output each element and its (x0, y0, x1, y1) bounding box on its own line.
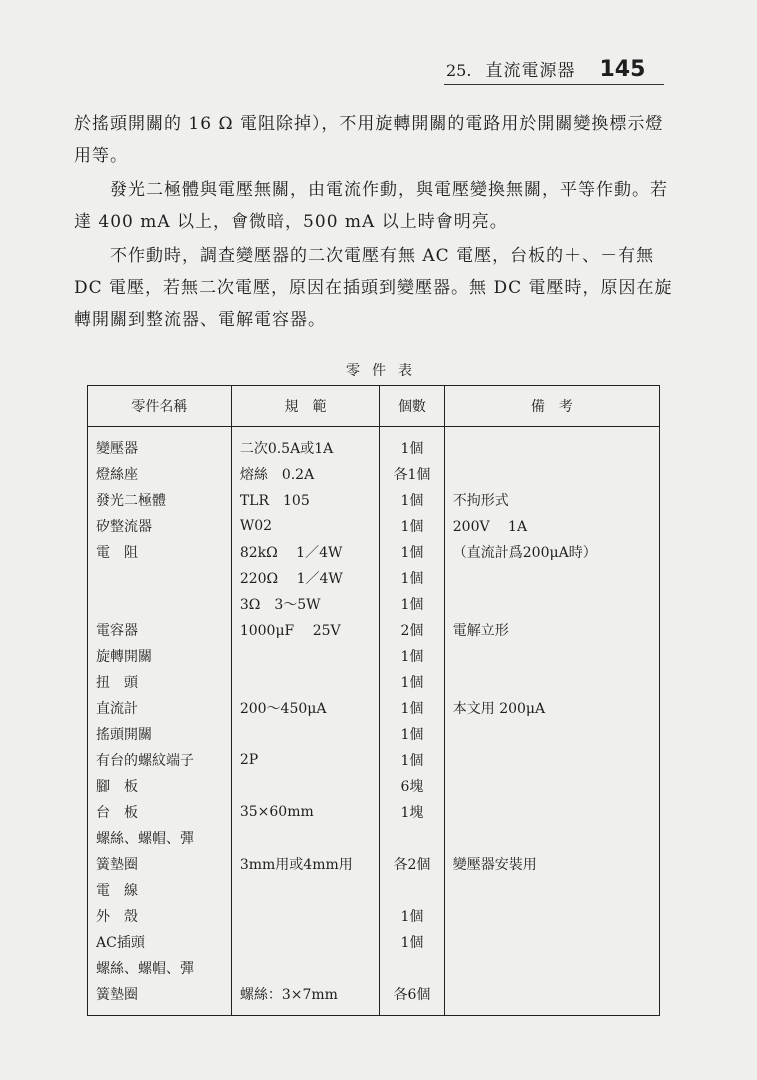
part-spec-cell: TLR 105 (231, 487, 379, 513)
part-qty-cell: 1個 (380, 747, 445, 773)
part-note-cell (444, 591, 659, 617)
table-row (88, 427, 660, 462)
part-spec-cell: W02 (231, 513, 379, 539)
table-row (88, 981, 660, 1016)
table-row (88, 539, 660, 565)
page-number: 145 (599, 57, 646, 82)
part-spec-cell: 1000μF 25V (231, 617, 379, 643)
table-row (88, 851, 660, 877)
parts-table (87, 385, 660, 1016)
part-name-cell: 電 阻 (88, 539, 232, 565)
part-note-cell (444, 825, 659, 851)
table-row (88, 669, 660, 695)
table-row (88, 721, 660, 747)
part-name-cell: 電 線 (88, 877, 232, 903)
table-row (88, 617, 660, 643)
part-qty-cell: 1個 (380, 695, 445, 721)
part-note-cell (444, 427, 659, 462)
paragraph: 發光二極體與電壓無關，由電流作動，與電壓變換無關，平等作動。若達 400 mA 以上，會微暗，500 mA 以上時會明亮。 (74, 180, 668, 232)
chapter-title: 直流電源器 (485, 61, 576, 81)
part-note-cell (444, 773, 659, 799)
part-name-cell: 螺絲、螺帽、彈 (88, 955, 232, 981)
part-qty-cell: 6塊 (380, 773, 445, 799)
part-note-cell: 電解立形 (444, 617, 659, 643)
part-note-cell: 不拘形式 (444, 487, 659, 513)
part-qty-cell: 1個 (380, 427, 445, 462)
part-name-cell: 簧墊圈 (88, 981, 232, 1016)
header-note: 備 考 (444, 386, 659, 427)
part-name-cell: AC插頭 (88, 929, 232, 955)
part-name-cell: 扭 頭 (88, 669, 232, 695)
part-qty-cell: 1個 (380, 591, 445, 617)
part-spec-cell: 二次0.5A或1A (231, 427, 379, 462)
part-note-cell (444, 955, 659, 981)
table-row (88, 461, 660, 487)
part-name-cell: 簧墊圈 (88, 851, 232, 877)
header-name: 零件名稱 (88, 386, 232, 427)
part-name-cell: 變壓器 (88, 427, 232, 462)
part-qty-cell: 1個 (380, 565, 445, 591)
body-text (74, 108, 674, 338)
part-spec-cell: 200～450μA (231, 695, 379, 721)
part-spec-cell (231, 903, 379, 929)
part-name-cell: 燈絲座 (88, 461, 232, 487)
part-spec-cell: 220Ω 1／4W (231, 565, 379, 591)
part-spec-cell: 2P (231, 747, 379, 773)
part-qty-cell: 各6個 (380, 981, 445, 1016)
part-qty-cell: 1個 (380, 539, 445, 565)
part-spec-cell: 3mm用或4mm用 (231, 851, 379, 877)
part-name-cell: 螺絲、螺帽、彈 (88, 825, 232, 851)
part-name-cell: 直流計 (88, 695, 232, 721)
part-spec-cell (231, 643, 379, 669)
part-name-cell: 台 板 (88, 799, 232, 825)
table-row (88, 903, 660, 929)
chapter-number: 25. (446, 61, 472, 80)
part-name-cell (88, 565, 232, 591)
part-note-cell (444, 461, 659, 487)
table-row (88, 877, 660, 903)
part-note-cell (444, 799, 659, 825)
paragraph: 不作動時，調查變壓器的二次電壓有無 AC 電壓，台板的＋、－有無 DC 電壓，若無二次電壓，原因在插頭到變壓器。無 DC 電壓時，原因在旋轉開關到整流器、電解電容器。 (74, 246, 673, 330)
header-spec: 規 範 (231, 386, 379, 427)
part-name-cell: 搖頭開關 (88, 721, 232, 747)
part-spec-cell: 82kΩ 1／4W (231, 539, 379, 565)
part-qty-cell (380, 877, 445, 903)
part-spec-cell: 熔絲 0.2A (231, 461, 379, 487)
part-spec-cell (231, 929, 379, 955)
table-row (88, 487, 660, 513)
part-qty-cell: 2個 (380, 617, 445, 643)
part-qty-cell: 1個 (380, 487, 445, 513)
part-name-cell (88, 591, 232, 617)
part-note-cell (444, 877, 659, 903)
part-name-cell: 有台的螺紋端子 (88, 747, 232, 773)
part-spec-cell (231, 721, 379, 747)
table-row (88, 773, 660, 799)
part-note-cell (444, 929, 659, 955)
part-spec-cell: 35×60mm (231, 799, 379, 825)
part-note-cell (444, 565, 659, 591)
part-qty-cell: 1個 (380, 669, 445, 695)
part-qty-cell: 1塊 (380, 799, 445, 825)
table-row (88, 695, 660, 721)
part-name-cell: 矽整流器 (88, 513, 232, 539)
part-name-cell: 外 殼 (88, 903, 232, 929)
table-row (88, 591, 660, 617)
part-name-cell: 電容器 (88, 617, 232, 643)
part-note-cell (444, 903, 659, 929)
part-name-cell: 旋轉開關 (88, 643, 232, 669)
part-note-cell (444, 643, 659, 669)
table-row (88, 825, 660, 851)
parts-table-body (88, 427, 660, 1016)
part-note-cell (444, 669, 659, 695)
table-row (88, 513, 660, 539)
part-note-cell (444, 747, 659, 773)
table-row (88, 799, 660, 825)
part-spec-cell: 螺絲：3×7mm (231, 981, 379, 1016)
part-qty-cell: 各2個 (380, 851, 445, 877)
part-spec-cell: 3Ω 3～5W (231, 591, 379, 617)
part-note-cell: 變壓器安裝用 (444, 851, 659, 877)
part-qty-cell (380, 825, 445, 851)
header-qty: 個數 (380, 386, 445, 427)
part-qty-cell: 1個 (380, 721, 445, 747)
table-caption: 零件表 (346, 363, 424, 379)
part-name-cell: 腳 板 (88, 773, 232, 799)
part-note-cell: 本文用 200μA (444, 695, 659, 721)
part-name-cell: 發光二極體 (88, 487, 232, 513)
part-note-cell: （直流計爲200μA時） (444, 539, 659, 565)
table-row (88, 929, 660, 955)
part-qty-cell: 1個 (380, 513, 445, 539)
table-row (88, 955, 660, 981)
table-row (88, 643, 660, 669)
part-qty-cell: 1個 (380, 929, 445, 955)
table-row (88, 565, 660, 591)
part-note-cell (444, 981, 659, 1016)
part-qty-cell: 各1個 (380, 461, 445, 487)
part-spec-cell (231, 877, 379, 903)
part-note-cell: 200V 1A (444, 513, 659, 539)
table-header-row (88, 386, 660, 427)
header-rule (444, 84, 664, 85)
part-qty-cell: 1個 (380, 903, 445, 929)
part-spec-cell (231, 669, 379, 695)
part-spec-cell (231, 825, 379, 851)
part-spec-cell (231, 773, 379, 799)
part-qty-cell (380, 955, 445, 981)
part-note-cell (444, 721, 659, 747)
part-qty-cell: 1個 (380, 643, 445, 669)
part-spec-cell (231, 955, 379, 981)
table-row (88, 747, 660, 773)
paragraph: 於搖頭開關的 16 Ω 電阻除掉），不用旋轉開關的電路用於開關變換標示燈用等。 (74, 114, 664, 166)
